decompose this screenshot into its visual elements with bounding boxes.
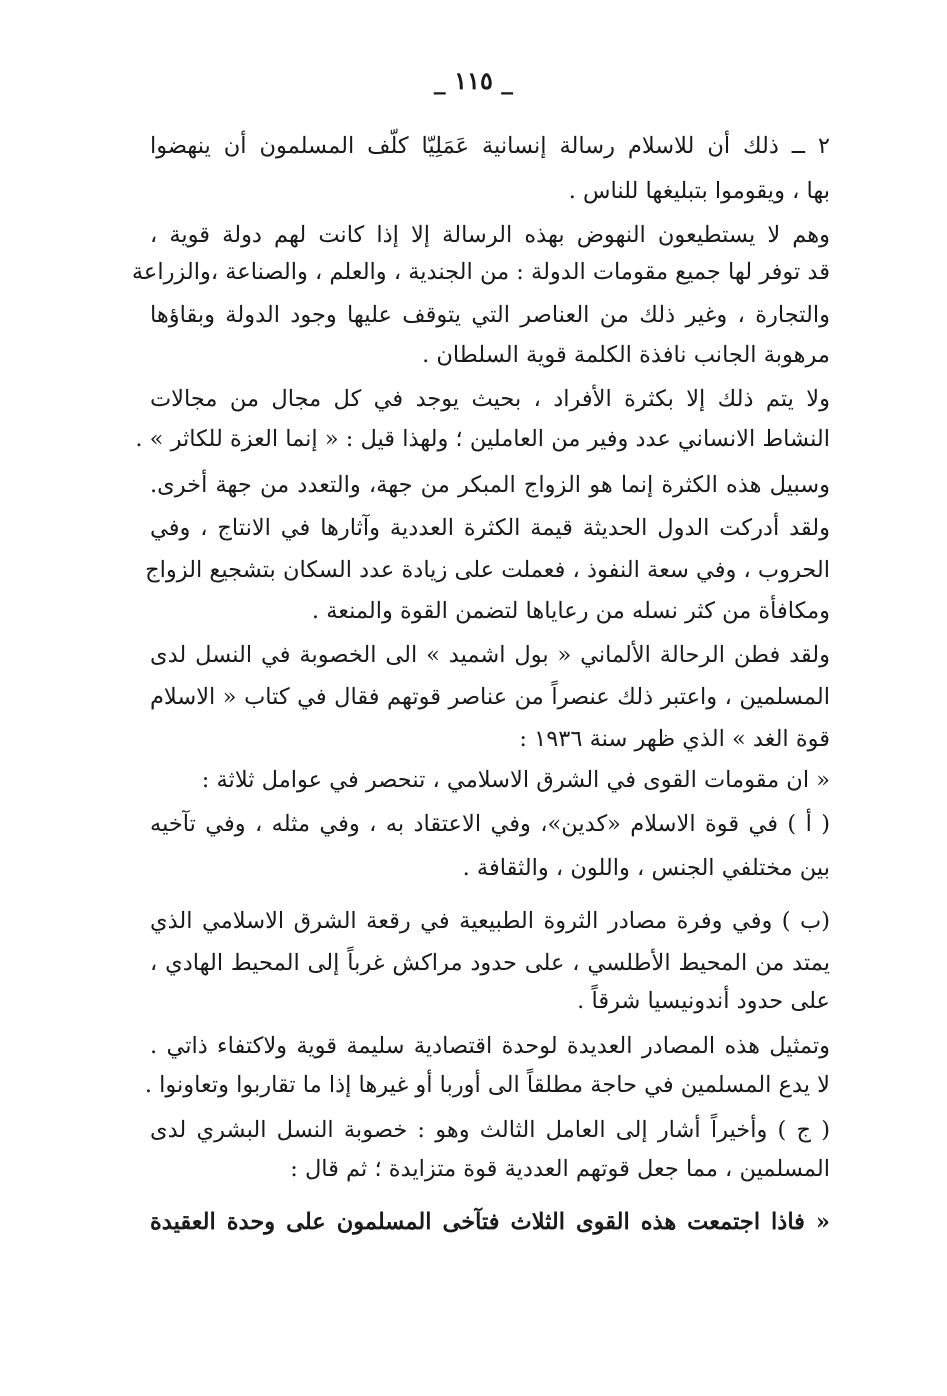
text-line: قوة الغد » الذي ظهر سنة ١٩٣٦ : xyxy=(519,726,830,752)
text-line: ولا يتم ذلك إلا بكثرة الأفراد ، بحيث يوجد في كل مجال من مجالات xyxy=(150,386,830,412)
text-line: النشاط الانساني عدد وفير من العاملين ؛ ولهذا قيل : « إنما العزة للكاثر » . xyxy=(135,426,830,452)
text-line: وتمثيل هذه المصادر العديدة لوحدة اقتصادية سليمة قوية ولاكتفاء ذاتي . xyxy=(150,1033,830,1059)
text-line: المسلمين ، واعتبر ذلك عنصراً من عناصر قوتهم فقال في كتاب « الاسلام xyxy=(150,684,830,710)
page-number: _ ١١٥ _ xyxy=(433,66,514,95)
text-line: على حدود أندونيسيا شرقاً . xyxy=(577,988,830,1014)
text-line: وهم لا يستطيعون النهوض بهذه الرسالة إلا إذا كانت لهم دولة قوية ، xyxy=(150,222,830,248)
text-line: المسلمين ، مما جعل قوتهم العددية قوة متزايدة ؛ ثم قال : xyxy=(290,1156,830,1182)
text-line: ( أ ) في قوة الاسلام «كدين»، وفي الاعتقاد به ، وفي مثله ، وفي تآخيه xyxy=(150,811,830,837)
text-line: ومكافأة من كثر نسله من رعاياها لتضمن القوة والمنعة . xyxy=(311,598,830,624)
text-line: « ان مقومات القوى في الشرق الاسلامي ، تنحصر في عوامل ثلاثة : xyxy=(201,767,830,793)
text-line: ولقد أدركت الدول الحديثة قيمة الكثرة العددية وآثارها في الانتاج ، وفي xyxy=(150,515,830,541)
text-line: وسبيل هذه الكثرة إنما هو الزواج المبكر من جهة، والتعدد من جهة أخرى. xyxy=(150,472,830,498)
text-line: لا يدع المسلمين في حاجة مطلقاً الى أوربا أو غيرها إذا ما تقاربوا وتعاونوا . xyxy=(144,1072,830,1098)
text-line: ( ج ) وأخيراً أشار إلى العامل الثالث وهو : خصوبة النسل البشري لدى xyxy=(150,1117,830,1143)
text-line: بين مختلفي الجنس ، واللون ، والثقافة . xyxy=(462,855,830,881)
text-line: ٢ ــ ذلك أن للاسلام رسالة إنسانية عَمَلِيّا كلّف المسلمون أن ينهضوا xyxy=(150,133,830,159)
text-line: مرهوبة الجانب نافذة الكلمة قوية السلطان . xyxy=(422,342,830,368)
text-line: قد توفر لها جميع مقومات الدولة : من الجندية ، والعلم ، والصناعة ،والزراعة xyxy=(131,259,830,285)
text-line: والتجارة ، وغير ذلك من العناصر التي يتوقف عليها وجود الدولة وبقاؤها xyxy=(150,302,830,328)
text-line: (ب ) وفي وفرة مصادر الثروة الطبيعية في رقعة الشرق الاسلامي الذي xyxy=(150,908,830,934)
text-line: يمتد من المحيط الأطلسي ، على حدود مراكش غرباً إلى المحيط الهادي ، xyxy=(150,950,830,976)
text-line: ولقد فطن الرحالة الألماني « بول اشميد » الى الخصوبة في النسل لدى xyxy=(150,642,830,668)
text-line: « فاذا اجتمعت هذه القوى الثلاث فتآخى المسلمون على وحدة العقيدة xyxy=(150,1209,830,1235)
text-line: الحروب ، وفي سعة النفوذ ، فعملت على زيادة عدد السكان بتشجيع الزواج xyxy=(145,557,830,583)
text-line: بها ، ويقوموا بتبليغها للناس . xyxy=(568,178,830,204)
